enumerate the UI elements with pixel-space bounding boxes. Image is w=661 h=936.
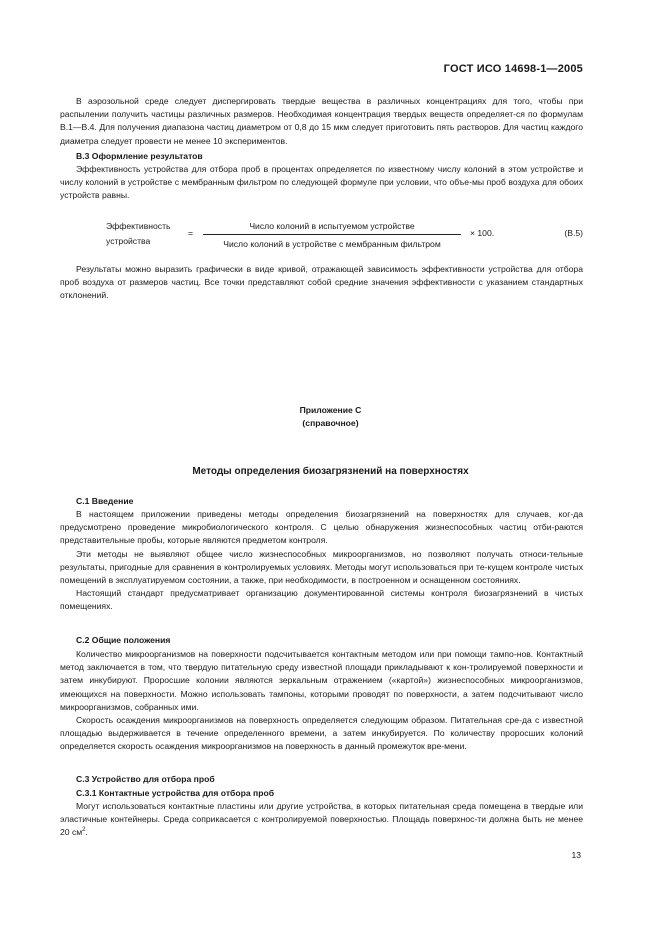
- formula-lhs-line2: устройства: [106, 236, 151, 246]
- subsection-heading-c3-1: С.3.1 Контактные устройства для отбора проб: [76, 788, 274, 798]
- formula-denominator: Число колоний в устройстве с мембранным фильтром: [223, 239, 441, 249]
- superscript: 2: [82, 827, 86, 834]
- annex-label-block: [0, 404, 661, 430]
- paragraph-end: .: [85, 827, 88, 838]
- efficiency-formula: [60, 219, 583, 249]
- formula-lhs-line1: Эффективность: [106, 221, 171, 231]
- paragraph: Эффективность устройства для отбора проб в процентах определяется по известному числу колоний в этом устройстве и числу колоний в устройстве с мембранным фильтром по следующей формуле при условии, что объе-мы проб воздуха для обоих устройств равны.: [60, 164, 583, 201]
- formula-fraction: [203, 219, 461, 251]
- document-header: ГОСТ ИСО 14698-1—2005: [443, 63, 583, 75]
- paragraph: Скорость осаждения микроорганизмов на поверхность определяется следующим образом. Питательная сре-да с известной площадью выдерживается в течение определенного времени, а затем инкубируется. По количеству проросших колоний определяется скорость осаждения микроорганизмов на поверхность в данный промежуток вре-мени.: [60, 715, 583, 752]
- formula-multiplier: × 100.: [470, 228, 495, 238]
- formula-equals: =: [188, 228, 194, 238]
- paragraph: Количество микроорганизмов на поверхности подсчитывается контактным методом или при помощи тампо-нов. Контактный метод заключается в том, что твердую питательную среду известной площади прикладывают к кон-тролируемой поверхности и затем инкубируют. Проросшие колонии являются зеркальным отражением («картой») жизнеспособных микроорганизмов, имеющихся на поверхности. Можно использовать тампоны, которыми проводят по поверхности, а затем подсчитывают число микроорганизмов, собранных ими.: [60, 649, 583, 712]
- section-heading-c2: С.2 Общие положения: [76, 635, 171, 645]
- section-heading-c3: С.3 Устройство для отбора проб: [76, 774, 215, 784]
- c1-text: [60, 508, 583, 614]
- paragraph: Результаты можно выразить графически в виде кривой, отражающей зависимость эффективности устройства для отбора проб воздуха от размеров частиц. Все точки представляют собой средние значения эффективности с указанием стандартных отклонений.: [60, 264, 583, 301]
- page-number: 13: [571, 850, 581, 860]
- c3-text: [60, 800, 583, 840]
- paragraph: Настоящий стандарт предусматривает организацию документированной системы контроля биозагрязнений в чистых помещениях.: [60, 588, 583, 612]
- paragraph: В настоящем приложении приведены методы определения биозагрязнений на поверхностях для случаев, ког-да предусмотрено проведение микробиологического контроля. С целью обнаружения жизнеспособных частиц отби-раются представительные пробы, которые являются предметом контроля.: [60, 509, 583, 546]
- annex-title: Методы определения биозагрязнений на поверхностях: [192, 466, 469, 477]
- intro-section: [60, 95, 583, 148]
- paragraph: [60, 800, 583, 840]
- annex-type: (справочное): [302, 418, 359, 428]
- paragraph: Эти методы не выявляют общее число жизнеспособных микроорганизмов, но позволяют получать относи-тельные результаты, пригодные для сравнения в контролируемых условиях. Методы могут использоваться при те-кущем контроле чистых помещений в эксплуатируемом состоянии, а также, при необходимости, в построенном и оснащенном состояниях.: [60, 548, 583, 586]
- paragraph: В аэрозольной среде следует диспергировать твердые вещества в различных концентрациях для того, чтобы при распылении получить частицы различных размеров. Необходимая концентрация твердых веществ определяет-ся по формулам В.1—В.4. Для получения диапазона частиц диаметром от 0,8 до 15 мкм следует приготовить пять растворов. Для частиц каждого диаметра следует провести не менее 10 экспериментов.: [60, 96, 583, 146]
- formula-lhs: [106, 219, 171, 249]
- c2-text: [60, 648, 583, 754]
- section-heading-b3: В.3 Оформление результатов: [76, 151, 203, 161]
- annex-label: Приложение С: [299, 405, 362, 415]
- b3-results-text: [60, 263, 583, 303]
- formula-reference: (В.5): [564, 228, 583, 238]
- section-heading-c1: С.1 Введение: [76, 496, 134, 506]
- b3-text: [60, 163, 583, 203]
- paragraph-text: Могут использоваться контактные пластины или другие устройства, в которых питательная среда помещена в твердые или эластичные контейнеры. Среда соприкасается с контролируемой поверхностью. Площадь поверхнос-ти должна быть не менее 20 см: [60, 801, 583, 838]
- formula-numerator: Число колоний в испытуемом устройстве: [203, 219, 461, 235]
